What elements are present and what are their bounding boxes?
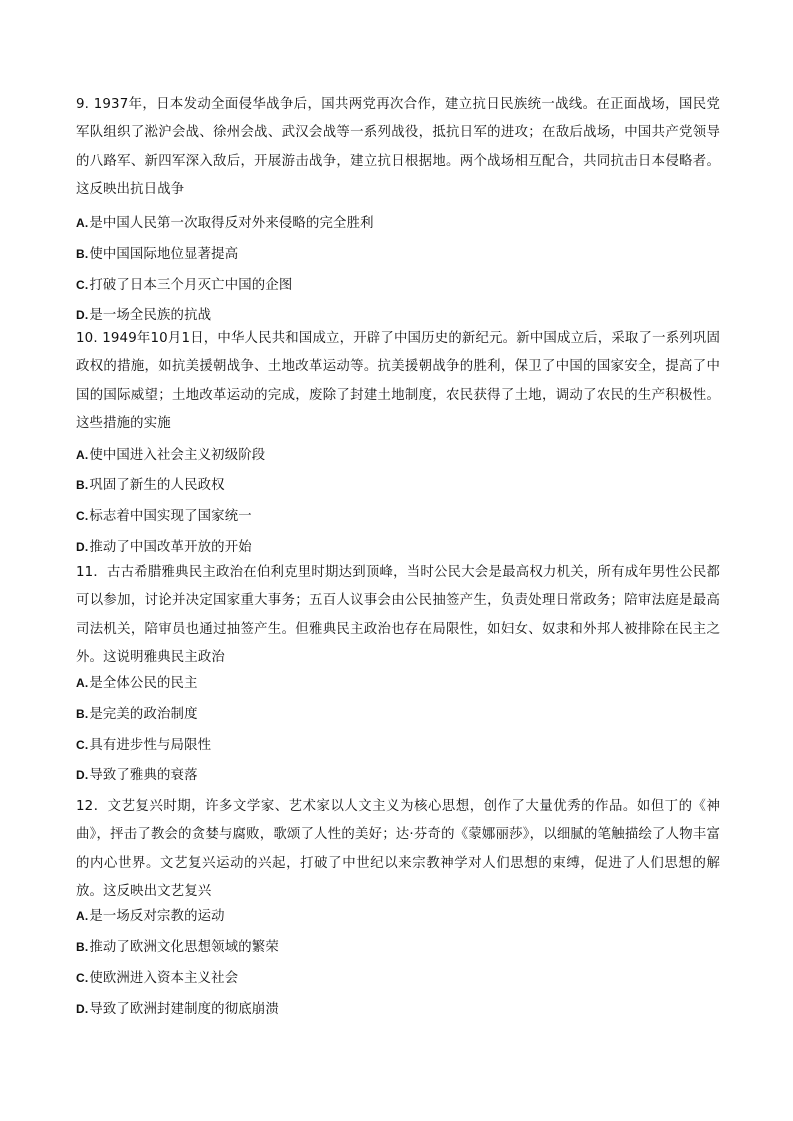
option-letter: D. [76, 540, 89, 554]
option-letter: D. [76, 768, 89, 782]
option-text: 打破了日本三个月灭亡中国的企图 [89, 278, 293, 293]
option-letter: A. [76, 909, 89, 923]
option-d [76, 537, 252, 558]
option-letter: B. [76, 707, 89, 721]
option-d [76, 305, 211, 326]
option-text: 是全体公民的民主 [89, 676, 198, 691]
option-text: 是完美的政治制度 [89, 707, 198, 722]
option-text: 标志着中国实现了国家统一 [89, 509, 252, 524]
option-letter: B. [76, 478, 89, 492]
option-a [76, 445, 265, 466]
option-text: 推动了欧洲文化思想领域的繁荣 [89, 940, 279, 955]
option-a [76, 673, 198, 694]
option-d [76, 765, 198, 786]
option-text: 巩固了新生的人民政权 [89, 478, 225, 493]
option-a [76, 906, 225, 927]
option-b [76, 244, 238, 265]
option-letter: C. [76, 278, 89, 292]
option-letter: A. [76, 676, 89, 690]
option-text: 具有进步性与局限性 [89, 738, 212, 753]
option-letter: B. [76, 247, 89, 261]
option-letter: B. [76, 940, 89, 954]
question-12 [76, 793, 720, 1017]
option-c [76, 735, 211, 756]
option-text: 导致了欧洲封建制度的彻底崩溃 [89, 1002, 279, 1017]
option-letter: C. [76, 971, 89, 985]
option-text: 推动了中国改革开放的开始 [89, 540, 252, 555]
question-9 [76, 91, 720, 323]
question-11 [76, 559, 720, 783]
option-b [76, 937, 279, 958]
option-letter: A. [76, 216, 89, 230]
question-stem: 12．文艺复兴时期，许多文学家、艺术家以人文主义为核心思想，创作了大量优秀的作品。如但丁的《神曲》，抨击了教会的贪婪与腐败，歌颂了人性的美好；达·芬奇的《蒙娜丽莎》，以细腻的笔触描绘了人物丰富的内心世界。文艺复兴运动的兴起，打破了中世纪以来宗教神学对人们思想的束缚，促进了人们思想的解放。这反映出文艺复兴 [76, 799, 720, 900]
option-d [76, 999, 279, 1020]
option-letter: C. [76, 738, 89, 752]
option-text: 使中国进入社会主义初级阶段 [89, 448, 266, 463]
option-c [76, 506, 252, 527]
question-stem: 10. 1949年10月1日，中华人民共和国成立，开辟了中国历史的新纪元。新中国成立后，采取了一系列巩固政权的措施，如抗美援朝战争、土地改革运动等。抗美援朝战争的胜利，保卫了中国的国家安全，提高了中国的国际威望；土地改革运动的完成，废除了封建土地制度，农民获得了土地，调动了农民的生产积极性。这些措施的实施 [76, 331, 720, 432]
question-stem: 9. 1937年，日本发动全面侵华战争后，国共两党再次合作，建立抗日民族统一战线。在正面战场，国民党军队组织了淞沪会战、徐州会战、武汉会战等一系列战役，抵抗日军的进攻；在敌后战场，中国共产党领导的八路军、新四军深入敌后，开展游击战争，建立抗日根据地。两个战场相互配合，共同抗击日本侵略者。这反映出抗日战争 [76, 97, 720, 198]
option-letter: A. [76, 448, 89, 462]
option-text: 是一场全民族的抗战 [89, 308, 212, 323]
option-a [76, 213, 374, 234]
question-10 [76, 325, 720, 555]
option-text: 是中国人民第一次取得反对外来侵略的完全胜利 [89, 216, 374, 231]
option-text: 使欧洲进入资本主义社会 [89, 971, 239, 986]
option-b [76, 475, 225, 496]
option-c [76, 275, 292, 296]
option-letter: D. [76, 1002, 89, 1016]
option-letter: D. [76, 308, 89, 322]
option-c [76, 968, 238, 989]
option-letter: C. [76, 509, 89, 523]
option-b [76, 704, 198, 725]
question-stem: 11．古古希腊雅典民主政治在伯利克里时期达到顶峰，当时公民大会是最高权力机关，所有成年男性公民都可以参加，讨论并决定国家重大事务；五百人议事会由公民抽签产生，负责处理日常政务；陪审法庭是最高司法机关，陪审员也通过抽签产生。但雅典民主政治也存在局限性，如妇女、奴隶和外邦人被排除在民主之外。这说明雅典民主政治 [76, 565, 720, 666]
option-text: 使中国国际地位显著提高 [89, 247, 239, 262]
option-text: 导致了雅典的衰落 [89, 768, 198, 783]
option-text: 是一场反对宗教的运动 [89, 909, 225, 924]
